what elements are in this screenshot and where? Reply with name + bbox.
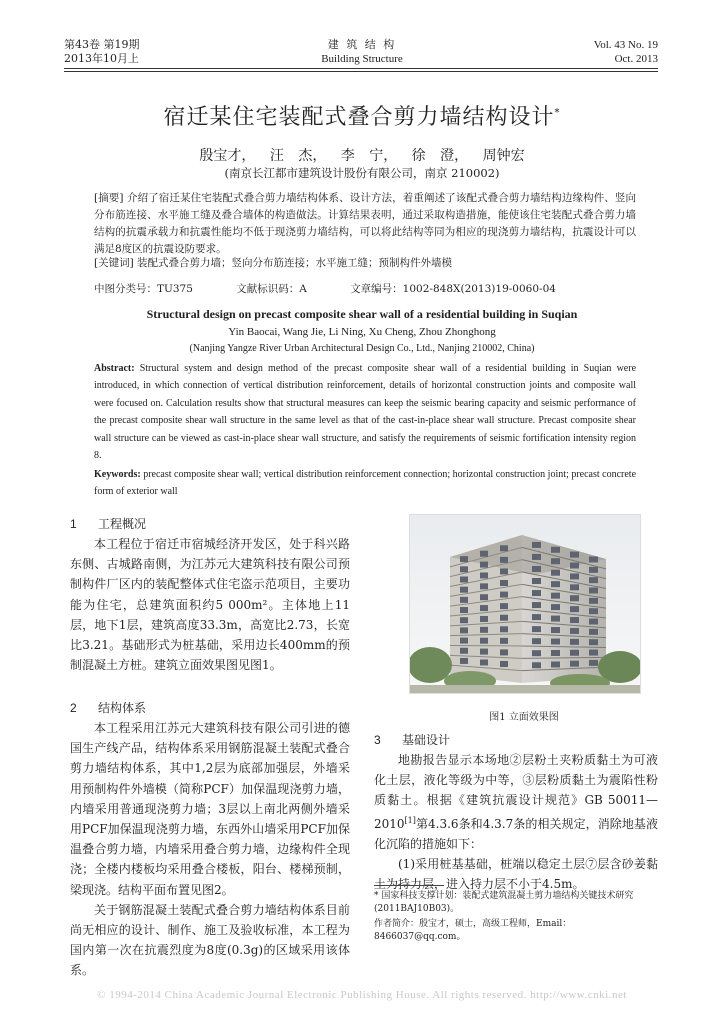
window — [460, 587, 468, 593]
window — [551, 661, 560, 667]
window — [570, 617, 579, 623]
section-3-paragraph-2: (1)采用桩基基础，桩端以稳定土层⑦层含砂姜黏土为持力层，进入持力层不小于4.5m。 — [374, 857, 658, 892]
window — [589, 556, 598, 562]
window — [551, 604, 560, 610]
window — [551, 558, 560, 564]
window — [500, 568, 508, 574]
window — [460, 566, 468, 572]
window — [589, 619, 598, 625]
window — [460, 576, 468, 582]
window — [570, 650, 579, 656]
window — [551, 547, 560, 553]
window — [460, 638, 468, 644]
window — [480, 627, 488, 633]
window — [551, 650, 560, 656]
section-2-body — [70, 718, 350, 981]
window — [460, 556, 468, 562]
window — [570, 573, 579, 579]
section-2-paragraph-1: 本工程采用江苏元大建筑科技有限公司引进的德国生产线产品，结构体系采用钢筋混凝土装配式叠合剪力墙结构体系，其中1,2层为底部加强层，外墙采用预制构件外墙模（简称PCF）加保温现浇剪力墙，内墙采用普通现浇剪力墙；3层以上南北两侧外墙采用PCF加保温现浇剪力墙，东西外山墙采用PCF加保温叠合剪力墙，内墙采用叠合剪力墙，边缘构件全现浇；全楼内楼板均采用叠合楼板，阳台、楼梯预制，梁现浇。结构平面布置见图2。 — [70, 721, 350, 897]
header-rule-secondary — [64, 71, 658, 72]
window — [500, 626, 508, 632]
window — [551, 639, 560, 645]
window — [480, 659, 488, 665]
header-volume: 第43卷 第19期 2013年10月上 — [64, 38, 140, 65]
window — [500, 661, 508, 667]
window — [532, 650, 541, 656]
abstract-cn — [94, 190, 636, 258]
window — [532, 638, 541, 644]
window — [532, 662, 541, 668]
window — [570, 584, 579, 590]
window — [551, 593, 560, 599]
class-number: 中图分类号：TU375 — [94, 283, 193, 295]
window — [570, 606, 579, 612]
english-title: Structural design on precast composite shear wall of a residential building in Suqian — [146, 307, 578, 321]
section-1-paragraph: 本工程位于宿迁市宿城经济开发区，处于科兴路东侧、古城路南侧，为江苏元大建筑科技有限公司预制构件厂区内的装配整体式住宅盗示范项目，主要功能为住宅，总建筑面积约5 000m²。主体地上11层，地下1层，建筑高度33.3m，高宽比2.73，长宽比3.21。基础形式为桩基础，采用边长400mm的预制混凝土方桩。建筑立面效果图见图1。 — [70, 537, 350, 673]
abstract-cn-text: 介绍了宿迁某住宅装配式叠合剪力墙结构体系、设计方法，着重阐述了该配式叠合剪力墙结构边缘构件、竖向分布筋连接、水平施工缝及叠合墙体的构造做法。计算结果表明，通过采取构造措施，能使该住宅装配式叠合剪力墙结构的抗震承载力和抗震性能均不低于现浇剪力墙结构，可以将此结构等同为相应的现浇剪力墙结构，抗震设计可以满足8度区的抗震设防要求。 — [94, 192, 636, 255]
window — [460, 617, 468, 623]
window — [589, 650, 598, 656]
window — [589, 577, 598, 583]
section-1-body — [70, 534, 350, 675]
window — [589, 567, 598, 573]
window — [500, 545, 508, 551]
window — [500, 592, 508, 598]
abstract-en — [94, 360, 636, 464]
section-2-paragraph-2: 关于钢筋混凝土装配式叠合剪力墙结构体系目前尚无相应的设计、制作、施工及验收标准，本工程为国内第一次在抗震烈度为8度(0.3g)的区域采用该体系。 — [70, 902, 350, 978]
window — [480, 605, 488, 611]
keywords-cn-text: 装配式叠合剪力墙；竖向分布筋连接；水平施工缝；预制构件外墙模 — [137, 257, 453, 269]
window — [589, 639, 598, 645]
window — [460, 597, 468, 603]
figure-1-caption: 图1 立面效果图 — [489, 712, 559, 723]
window — [532, 554, 541, 560]
window — [532, 626, 541, 632]
english-authors: Yin Baocai, Wang Jie, Li Ning, Xu Cheng, Zhou Zhonghong — [228, 326, 496, 338]
window — [500, 557, 508, 563]
paper-title: 宿迁某住宅装配式叠合剪力墙结构设计* — [163, 105, 561, 130]
window — [551, 581, 560, 587]
window — [460, 607, 468, 613]
window — [532, 614, 541, 620]
classification-line — [94, 281, 636, 298]
window — [480, 594, 488, 600]
affiliation: (南京长江都市建筑设计股份有限公司，南京 210002) — [224, 166, 500, 180]
section-3-paragraph-1: 地勘报告显示本场地②层粉土夹粉质黏土为可液化土层，液化等级为中等，③层粉质黏土为震陷性粉质黏土。根据《建筑抗震设计规范》GB 50011—2010[1]第4.3.6条和4.3.7条的相关规定，消除地基液化沉陷的措施如下： — [374, 753, 658, 851]
figure-1 — [409, 514, 641, 694]
keywords-cn-label: [关键词] — [94, 257, 134, 269]
window — [589, 629, 598, 635]
window — [570, 661, 579, 667]
window — [589, 588, 598, 594]
abstract-en-label: Abstract: — [94, 363, 135, 374]
header-journal: 建 筑 结 构 Building Structure — [321, 38, 403, 65]
window — [480, 562, 488, 568]
header-rule — [64, 68, 658, 69]
window — [532, 566, 541, 572]
window — [589, 660, 598, 666]
section-1-heading: 1 工程概况 — [70, 517, 147, 531]
document-code: 文献标识码：A — [236, 283, 307, 295]
fund-footnote: * 国家科技支撑计划：装配式建筑混凝土剪力墙结构关键技术研究(2011BAJ10B03)。 — [374, 891, 634, 914]
footnote-rule — [374, 885, 444, 886]
window — [532, 542, 541, 548]
window — [570, 639, 579, 645]
window — [480, 616, 488, 622]
window — [500, 649, 508, 655]
title-footnote-mark: * — [554, 107, 561, 119]
window — [460, 627, 468, 633]
section-3-body — [374, 750, 658, 894]
window — [570, 595, 579, 601]
window — [460, 648, 468, 654]
window — [570, 563, 579, 569]
window — [480, 551, 488, 557]
english-affiliation: (Nanjing Yangze River Urban Architectural Design Co., Ltd., Nanjing 210002, China) — [189, 343, 535, 354]
window — [480, 649, 488, 655]
section-3-heading: 3 基础设计 — [374, 733, 451, 747]
window — [460, 658, 468, 664]
window — [570, 628, 579, 634]
window — [532, 578, 541, 584]
abstract-en-text: Structural system and design method of the precast composite shear wall of a residential building in Suqian were introduced, in which connection of vertical distribution reinforcement, details of horizontal construction joints and composite wall were focused on. Calculation results show that structural measures can keep the seismic bearing capacity and seismic performance of the precast composite shear wall structure in the same level as that of the cast-in-place shear wall structure. Precast composite shear wall structure can be viewed as cast-in-place shear wall structure, and satisfy the requirements of seismic fortification intensity region 8. — [94, 363, 637, 462]
window — [589, 598, 598, 604]
window — [500, 615, 508, 621]
header-issue: Vol. 43 No. 19 Oct. 2013 — [593, 39, 658, 65]
window — [500, 580, 508, 586]
window — [551, 570, 560, 576]
author-list: 殷宝才， 汪 杰， 李 宁， 徐 澄， 周钟宏 — [199, 148, 525, 164]
building-render-image — [410, 515, 640, 693]
reference-mark: [1] — [404, 815, 416, 825]
abstract-cn-label: [摘要] — [94, 192, 124, 204]
window — [480, 583, 488, 589]
keywords-en-text: precast composite shear wall; vertical distribution reinforcement connection; horizontal construction joint; precast concrete form of exterior wall — [94, 469, 637, 498]
keywords-cn — [94, 255, 636, 272]
window — [532, 590, 541, 596]
floor-line — [450, 646, 522, 647]
window — [480, 638, 488, 644]
section-2-heading: 2 结构体系 — [70, 701, 147, 715]
keywords-en-label: Keywords: — [94, 469, 141, 480]
cnki-watermark: © 1994-2014 China Academic Journal Electronic Publishing House. All rights reserved. http://www.cnki.net — [97, 989, 627, 1001]
window — [551, 627, 560, 633]
author-footnote: 作者简介：殷宝才，硕士，高级工程师，Email：8466037@qq.com。 — [374, 919, 572, 942]
article-number: 文章编号：1002-848X(2013)19-0060-04 — [350, 283, 556, 295]
window — [532, 602, 541, 608]
window — [551, 616, 560, 622]
window — [570, 552, 579, 558]
window — [500, 638, 508, 644]
window — [500, 603, 508, 609]
window — [480, 572, 488, 578]
window — [589, 608, 598, 614]
keywords-en — [94, 466, 636, 501]
